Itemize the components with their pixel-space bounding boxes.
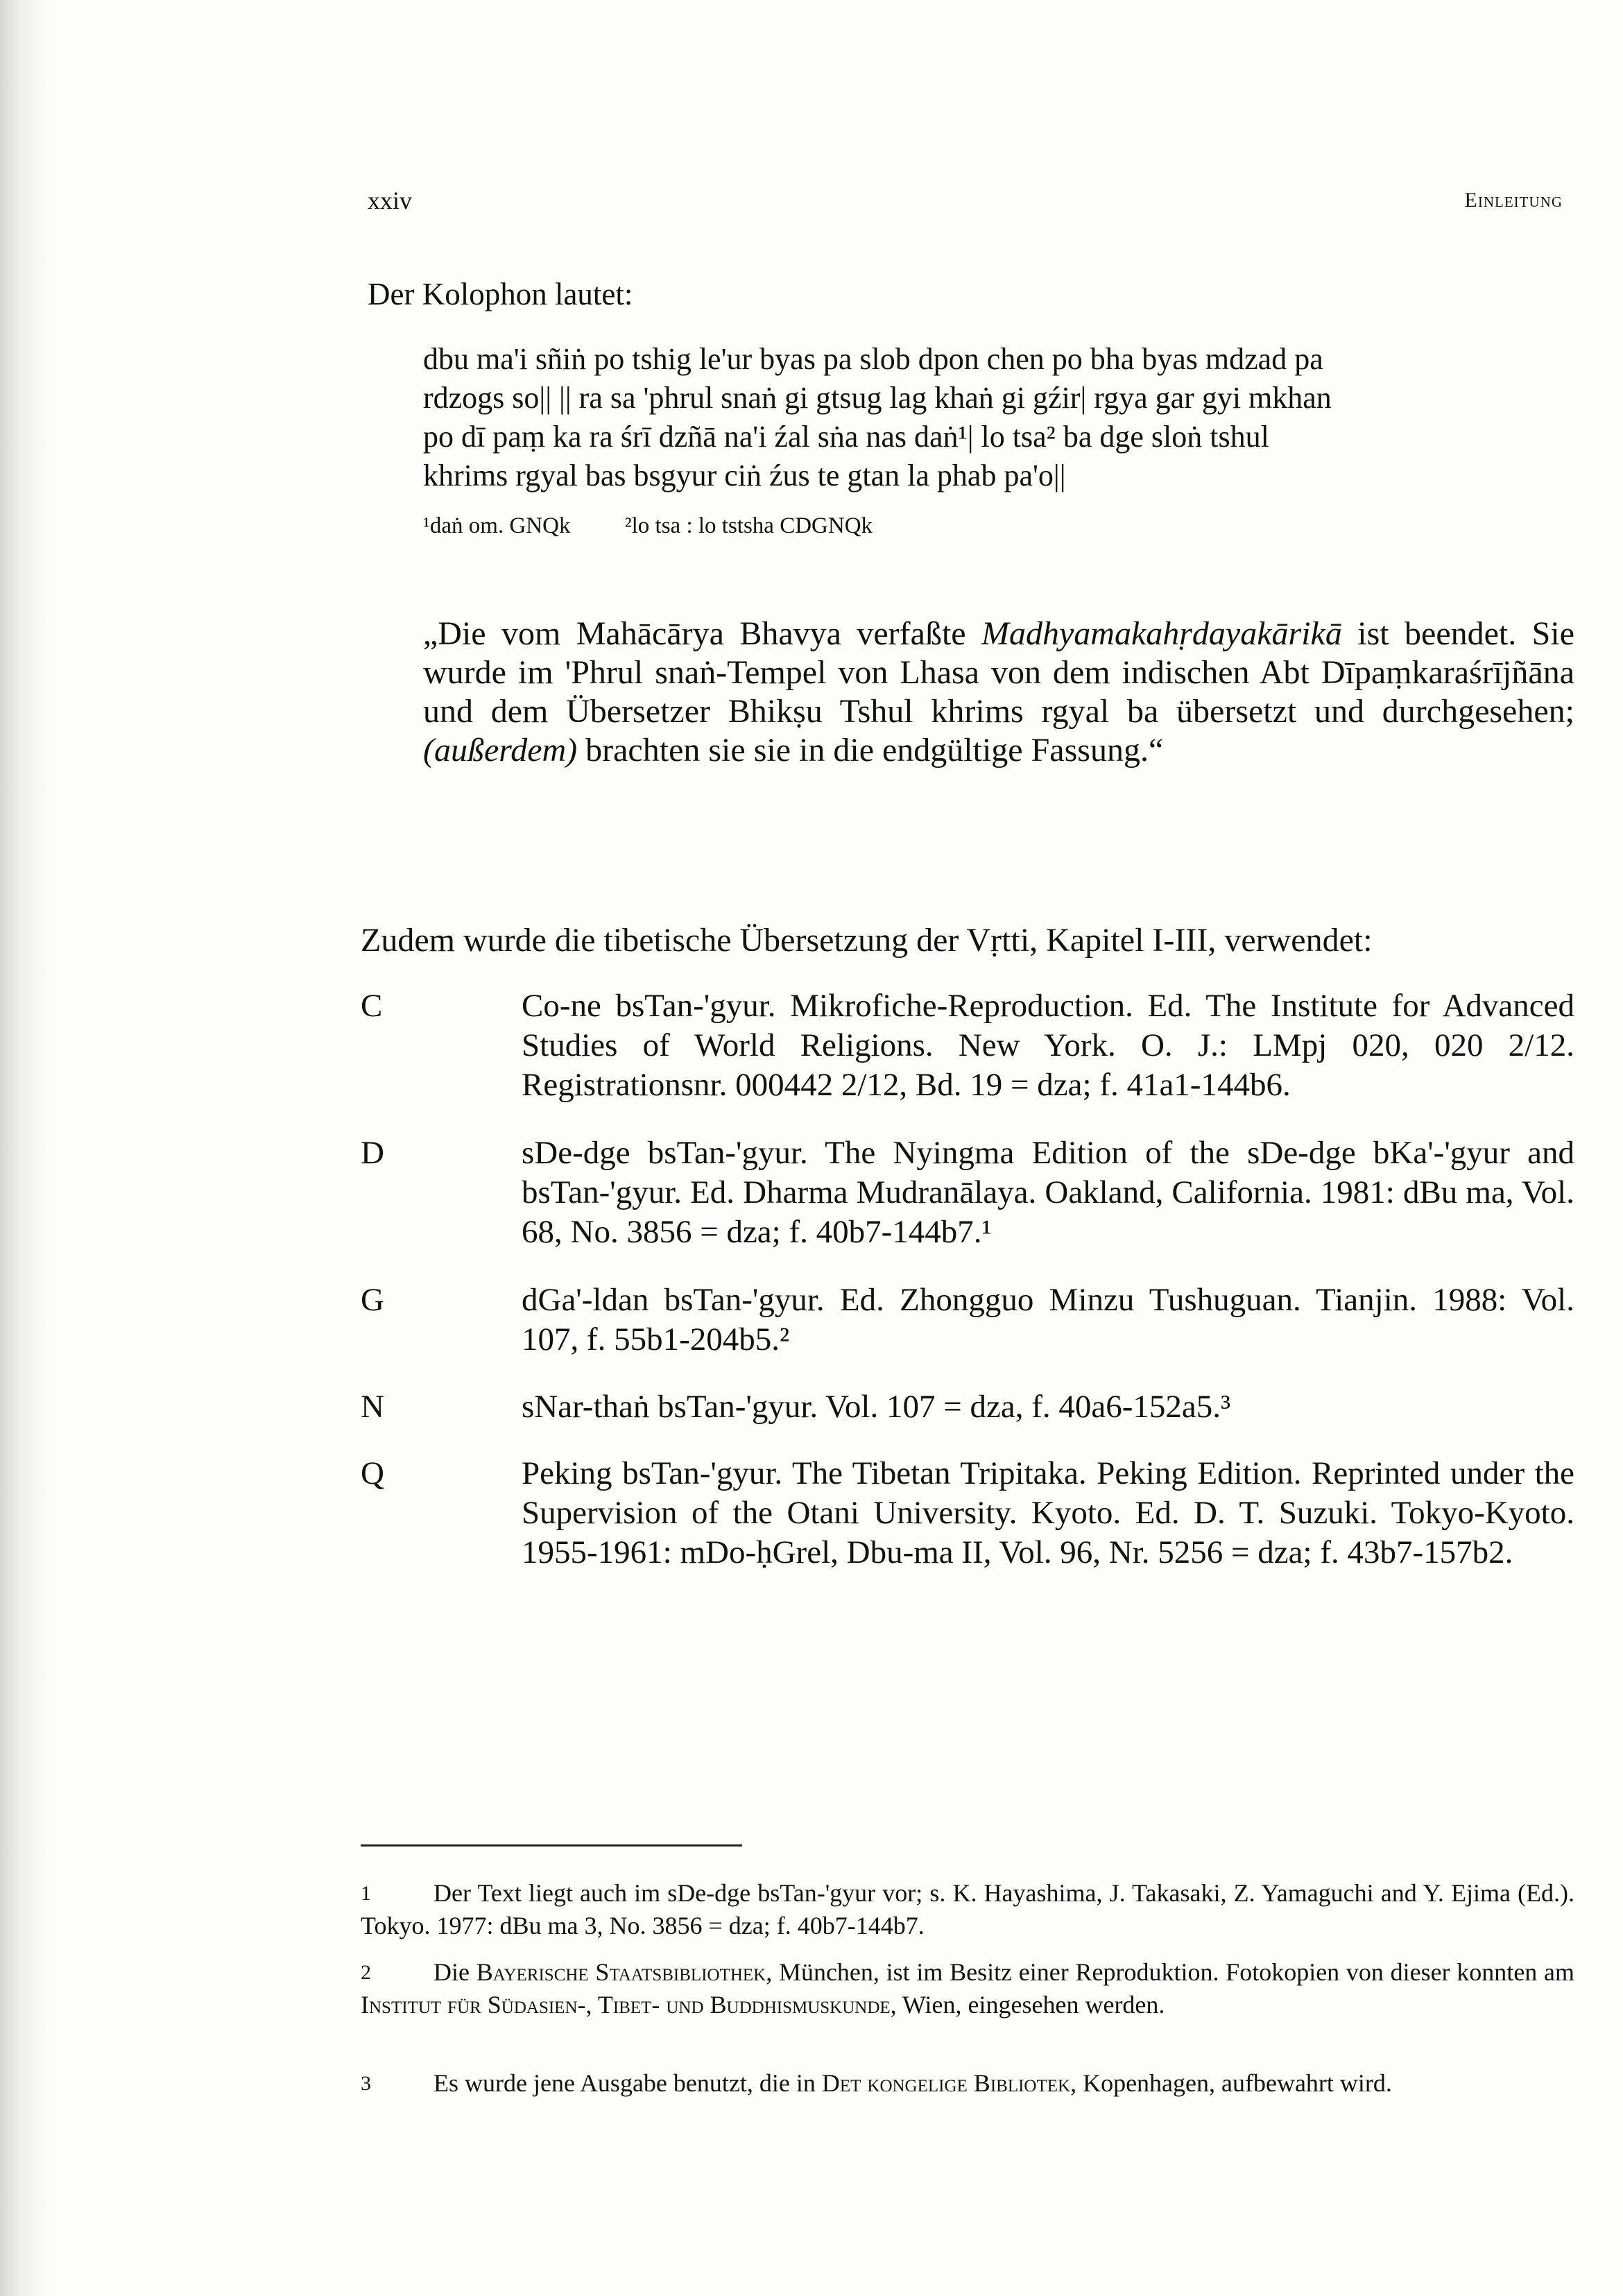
footnote-text: Es wurde jene Ausgabe benutzt, die in bbox=[433, 2069, 822, 2097]
colophon-text bbox=[423, 340, 1574, 495]
source-description: sDe-dge bsTan-'gyur. The Nyingma Edition of the sDe-dge bKa'-'gyur and bsTan-'gyur. Ed. Dharma Mudranālaya. Oakland, California. 1981: dBu ma, Vol. 68, No. 3856 = dza; f. 40b7-144b7.¹ bbox=[522, 1135, 1574, 1250]
translation-text: „Die vom Mahācārya Bhavya verfaßte bbox=[423, 615, 981, 652]
footnote-smallcaps: Det kongelige Bibliotek bbox=[821, 2069, 1071, 2097]
colophon-line: khrims rgyal bas bsgyur ciṅ źus te gtan la phab pa'o|| bbox=[423, 459, 1066, 492]
source-entry-g bbox=[361, 1280, 1574, 1360]
footnote-number: 2 bbox=[361, 1961, 371, 1984]
source-siglum: D bbox=[361, 1135, 384, 1171]
source-siglum: N bbox=[361, 1389, 384, 1425]
footnote-number: 3 bbox=[361, 2072, 371, 2095]
sources-intro: Zudem wurde die tibetische Übersetzung der Vṛtti, Kapitel I-III, verwendet: bbox=[361, 922, 1373, 959]
colophon-line: po dī paṃ ka ra śrī dzñā na'i źal sṅa nas daṅ¹| lo tsa² ba dge sloṅ tshul bbox=[423, 420, 1269, 454]
variant-reading: ²lo tsa : lo tstsha CDGNQk bbox=[624, 513, 873, 538]
translation-text: brachten sie sie in die endgültige Fassung.“ bbox=[577, 732, 1164, 769]
source-entry-c bbox=[361, 986, 1574, 1105]
source-description: dGa'-ldan bsTan-'gyur. Ed. Zhongguo Minzu Tushuguan. Tianjin. 1988: Vol. 107, f. 55b1-204b5.² bbox=[522, 1282, 1574, 1357]
running-head: Einleitung bbox=[1464, 189, 1563, 212]
source-entry-q bbox=[361, 1454, 1574, 1573]
footnote-smallcaps: Bayerische Staatsbibliothek bbox=[476, 1958, 766, 1986]
source-description: Co-ne bsTan-'gyur. Mikrofiche-Reproduction. Ed. The Institute for Advanced Studies of World Religions. New York. O. J.: LMpj 020, 020 2/12. Registrationsnr. 000442 2/12, Bd. 19 = dza; f. 41a1-144b6. bbox=[522, 988, 1574, 1103]
source-siglum: C bbox=[361, 988, 383, 1024]
source-siglum: Q bbox=[361, 1455, 384, 1491]
translation-italic: (außerdem) bbox=[423, 732, 578, 769]
colophon-line: dbu ma'i sñiṅ po tshig le'ur byas pa slob dpon chen po bha byas mdzad pa bbox=[423, 342, 1323, 376]
footnote-2 bbox=[361, 1956, 1574, 2021]
footnote-1 bbox=[361, 1877, 1574, 1942]
source-entry-d bbox=[361, 1133, 1574, 1252]
source-siglum: G bbox=[361, 1282, 384, 1318]
source-description: sNar-thaṅ bsTan-'gyur. Vol. 107 = dza, f. 40a6-152a5.³ bbox=[522, 1389, 1231, 1425]
translation-title-italic: Madhyamakahṛdayakārikā bbox=[981, 615, 1342, 652]
colophon-translation bbox=[423, 615, 1574, 770]
footnote-text: , Kopenhagen, aufbewahrt wird. bbox=[1070, 2069, 1392, 2097]
source-entry-n bbox=[361, 1387, 1574, 1427]
footnote-number: 1 bbox=[361, 1882, 371, 1905]
footnote-text: Die bbox=[433, 1958, 476, 1986]
footnote-text: , München, ist im Besitz einer Reproduktion. Fotokopien von dieser konnten am bbox=[766, 1958, 1574, 1986]
footnote-3 bbox=[361, 2067, 1574, 2100]
source-description: Peking bsTan-'gyur. The Tibetan Tripitaka. Peking Edition. Reprinted under the Supervision of the Otani University. Kyoto. Ed. D. T. Suzuki. Tokyo-Kyoto. 1955-1961: mDo-ḥGrel, Dbu-ma II, Vol. 96, Nr. 5256 = dza; f. 43b7-157b2. bbox=[522, 1455, 1574, 1570]
variant-reading: ¹daṅ om. GNQk bbox=[423, 513, 571, 538]
footnote-text: , Wien, eingesehen werden. bbox=[890, 1991, 1165, 2019]
colophon-line: rdzogs so|| || ra sa 'phrul snaṅ gi gtsug lag khaṅ gi gźir| rgya gar gyi mkhan bbox=[423, 381, 1332, 415]
page-number: xxiv bbox=[368, 187, 413, 214]
scan-binding-edge bbox=[0, 0, 55, 2296]
footnote-separator bbox=[361, 1844, 742, 1847]
colophon-intro: Der Kolophon lautet: bbox=[368, 277, 633, 311]
footnote-text: Der Text liegt auch im sDe-dge bsTan-'gyur vor; s. K. Hayashima, J. Takasaki, Z. Yamaguchi and Y. Ejima (Ed.). Tokyo. 1977: dBu ma 3, No. 3856 = dza; f. 40b7-144b7. bbox=[361, 1879, 1574, 1939]
footnote-smallcaps: Institut für Südasien-, Tibet- und Buddhismuskunde bbox=[361, 1991, 891, 2019]
translation-text: ist beendet. Sie wurde im 'Phrul snaṅ-Tempel von Lhasa von dem indischen Abt Dīpaṃkaraśrījñāna und dem Übersetzer Bhikṣu Tshul khrims rgyal ba übersetzt und durchgesehen; bbox=[423, 615, 1574, 730]
variant-readings bbox=[423, 513, 921, 539]
